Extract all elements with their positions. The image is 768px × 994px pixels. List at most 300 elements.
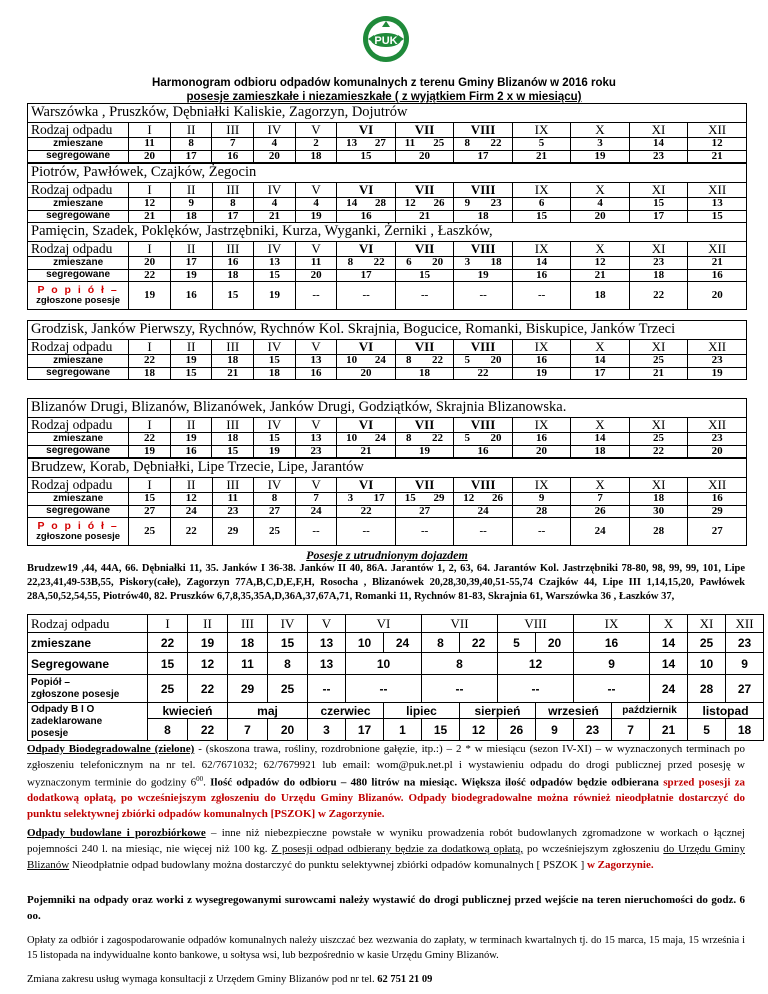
row-label-ash: Popiół – (31, 677, 70, 688)
month-header: VII (395, 122, 453, 137)
day-cell: 25 (254, 518, 296, 546)
bio-day: 21 (650, 719, 688, 741)
bio-month: czerwiec (308, 703, 384, 719)
day-cell: 19 (688, 367, 747, 380)
day-cell: 15 (629, 198, 688, 211)
day-cell: 17 (170, 257, 212, 270)
row-label-bio-3: posesje (31, 727, 69, 739)
day-cell: 21 (212, 367, 254, 380)
day-cell: 18 (395, 367, 453, 380)
month-header: XI (629, 122, 687, 137)
day-cell: 13 (254, 257, 296, 270)
month-header: V (295, 417, 337, 432)
month-header: II (170, 339, 212, 354)
day-cell: 21 (571, 269, 630, 282)
bio-day: 26 (498, 719, 536, 741)
day-cell: -- (454, 282, 513, 310)
schedule-section-5 (27, 398, 747, 458)
day-cell: 8 (170, 138, 212, 151)
day-cell: 22 (188, 675, 228, 703)
bio-day: 8 (148, 719, 188, 741)
day: 27 (374, 137, 386, 150)
day-cell: 13 (688, 198, 747, 211)
day-cell: 18 (170, 210, 212, 223)
month-header: II (170, 122, 212, 137)
day-cell: -- (337, 282, 396, 310)
paragraph-containers: Pojemniki na odpady oraz worki z wysegregowanymi surowcami należy wystawić do drogi publicznej przed wejście na teren nieruchomości do godz. 6 oo. (27, 894, 745, 922)
day-cell: 19 (129, 282, 171, 310)
day-cell: 23 (629, 150, 687, 163)
day-cell: 29 (212, 518, 254, 546)
day-cell: 13 (295, 355, 337, 368)
month-header: III (212, 182, 254, 197)
day-cell: 20 (395, 150, 453, 163)
day-cell: 4 (295, 198, 337, 211)
day-cell: 4 (571, 198, 630, 211)
svg-text:PUK: PUK (374, 35, 398, 47)
day-cell: 21 (629, 367, 687, 380)
month-header: VIII (454, 477, 513, 492)
month-header: XII (688, 182, 747, 197)
day-cell: -- (295, 518, 337, 546)
month-header: IV (254, 417, 296, 432)
month-header: II (170, 417, 212, 432)
day: 20 (490, 432, 502, 445)
month-header: XI (629, 417, 687, 432)
day-cell: 19 (395, 445, 453, 458)
day: 10 (346, 354, 358, 367)
row-label-segregated: Segregowane (28, 653, 148, 675)
day-cell: 15 (395, 269, 454, 282)
month-header: X (571, 122, 629, 137)
day-cell: 21 (395, 210, 454, 223)
month-header: XI (629, 339, 687, 354)
day-cell: 29 (228, 675, 268, 703)
month-header: VII (395, 477, 454, 492)
day: 12 (404, 197, 416, 210)
month-header: IV (254, 241, 296, 256)
day-cell: 15 (129, 493, 171, 506)
day-cell: 25 (268, 675, 308, 703)
day: 13 (346, 137, 358, 150)
schedule-section-2 (27, 163, 747, 223)
day-cell: 8 (422, 653, 498, 675)
day-cell: 25 (129, 518, 171, 546)
day-cell: 20 (571, 210, 630, 223)
day: 15 (404, 492, 416, 505)
bio-month: maj (228, 703, 308, 719)
bio-day: 5 (688, 719, 726, 741)
day-cell: 22 (129, 355, 171, 368)
day-cell: 15 (512, 210, 571, 223)
row-label-ash: P o p i ó ł – (37, 520, 119, 533)
day-cell: 20 (129, 150, 171, 163)
day-cell: 3 (571, 138, 629, 151)
month-header: VIII (454, 241, 513, 256)
day-cell: 15 (170, 367, 212, 380)
month-header: X (571, 417, 629, 432)
day-cell: 18 (629, 493, 688, 506)
day-cell: 16 (337, 210, 396, 223)
month-header: I (129, 241, 171, 256)
day-cell: 15 (148, 653, 188, 675)
bio-month: sierpień (460, 703, 536, 719)
month-header: V (295, 477, 337, 492)
day-cell: 21 (688, 257, 747, 270)
day-cell: 16 (212, 150, 254, 163)
day-cell: 14 (650, 653, 688, 675)
day-cell: 18 (228, 633, 268, 653)
month-header: I (129, 339, 171, 354)
month-header: II (170, 477, 212, 492)
header-label: Rodzaj odpadu (28, 122, 129, 137)
paragraph-construction: Odpady budowlane i porozbiórkowe – inne niż niebezpieczne powstałe w wyniku prowadzenia robót budowlanych zgromadzone w workach o łącznej pojemności 240 l. na miesiąc, nie więcej niż 100 kg. Z posesji odpad odbierany będzie za dodatkową opłatą, po wcześniejszym zgłoszeniu do Urzędu Gminy Blizanów Nieodpłatnie odpad budowlany można dostarczyć do punktu selektywnej zbiórki odpadów komunalnych [ PSZOK ] w Zagorzynie. (27, 827, 745, 871)
row-label-segregated: segregowane (28, 269, 129, 282)
bio-month: listopad (688, 703, 764, 719)
day-cell: 9 (512, 493, 571, 506)
day-cell: 28 (629, 518, 688, 546)
row-label-mixed: zmieszane (28, 138, 129, 151)
month-header: I (148, 615, 188, 633)
day-cell: 18 (212, 269, 254, 282)
day: 8 (347, 256, 354, 269)
day-cell: 24 (650, 675, 688, 703)
day-cell: 19 (129, 445, 171, 458)
month-header: I (129, 122, 171, 137)
day: 11 (404, 137, 416, 150)
row-label-ash: P o p i ó ł – (37, 284, 119, 297)
day-cell: 8 (422, 633, 460, 653)
day-cell: 18 (212, 355, 254, 368)
day-cell: 17 (337, 269, 396, 282)
day-cell: 13 (295, 433, 337, 446)
month-header: IV (254, 339, 296, 354)
day-cell: 20 (254, 150, 296, 163)
month-header: X (650, 615, 688, 633)
day-cell: 13 (308, 633, 346, 653)
day: 23 (490, 197, 502, 210)
day-cell: 23 (212, 505, 254, 518)
schedule-section-6 (27, 458, 747, 546)
row-label-segregated: segregowane (28, 210, 129, 223)
month-header: IV (254, 122, 296, 137)
day: 24 (374, 432, 386, 445)
bio-day: 17 (346, 719, 384, 741)
bio-day: 22 (188, 719, 228, 741)
day-cell: 28 (512, 505, 571, 518)
schedule-section-4 (27, 320, 747, 380)
row-label-mixed: zmieszane (28, 198, 129, 211)
day-cell: 24 (384, 633, 422, 653)
day-cell: 23 (688, 433, 747, 446)
day-cell: 9 (726, 653, 764, 675)
day-cell: 19 (295, 210, 337, 223)
month-header: XII (688, 477, 747, 492)
day-cell: 9 (574, 653, 650, 675)
day-cell: 20 (512, 445, 570, 458)
day-cell: 26 (571, 505, 630, 518)
day-cell: 12 (188, 653, 228, 675)
header-label: Rodzaj odpadu (28, 615, 148, 633)
day: 22 (431, 432, 443, 445)
difficult-access-table (27, 614, 764, 741)
day: 14 (346, 197, 358, 210)
month-header: V (308, 615, 346, 633)
day-cell: 12 (129, 198, 171, 211)
day-cell: 21 (688, 150, 747, 163)
month-header: I (129, 417, 171, 432)
row-label-mixed: zmieszane (28, 257, 129, 270)
day-cell: 18 (629, 269, 688, 282)
month-header: IX (574, 615, 650, 633)
month-header: III (212, 417, 254, 432)
month-header: IX (512, 417, 570, 432)
day-cell: 16 (212, 257, 254, 270)
month-header: XI (629, 241, 688, 256)
day-cell: 15 (337, 150, 395, 163)
puk-logo (361, 14, 411, 64)
day-cell: 16 (512, 433, 570, 446)
page-title: Harmonogram odbioru odpadów komunalnych z terenu Gminy Blizanów w 2016 roku (152, 77, 616, 89)
month-header: I (129, 477, 171, 492)
day-cell: 25 (629, 433, 687, 446)
day-cell: -- (574, 675, 650, 703)
month-header: I (129, 182, 171, 197)
day-cell: 27 (395, 505, 454, 518)
month-header: IX (512, 122, 570, 137)
month-header: XII (688, 417, 747, 432)
day: 25 (433, 137, 445, 150)
day-cell: 27 (129, 505, 171, 518)
day: 8 (406, 354, 412, 367)
day-cell: 22 (148, 633, 188, 653)
section-title: Brudzew, Korab, Dębniałki, Lipe Trzecie, Lipe, Jarantów (28, 459, 747, 478)
day: 8 (406, 432, 412, 445)
day-cell: 15 (268, 633, 308, 653)
bio-month: lipiec (384, 703, 460, 719)
month-header: II (170, 182, 212, 197)
month-header: III (212, 339, 254, 354)
month-header: IX (512, 339, 570, 354)
day: 28 (375, 197, 386, 210)
bio-day: 3 (308, 719, 346, 741)
month-header: IV (254, 477, 296, 492)
month-header: VIII (454, 417, 512, 432)
day-cell: 6 (512, 198, 571, 211)
month-header: X (571, 477, 630, 492)
day-cell: 28 (688, 675, 726, 703)
day-cell: 8 (268, 653, 308, 675)
day-cell: 22 (460, 633, 498, 653)
day-cell: 17 (170, 150, 212, 163)
month-header: XII (726, 615, 764, 633)
day-cell: 2 (295, 138, 337, 151)
day-cell: 27 (726, 675, 764, 703)
month-header: IV (268, 615, 308, 633)
header-label: Rodzaj odpadu (28, 477, 129, 492)
month-header: VI (337, 417, 395, 432)
day-cell: 22 (170, 518, 212, 546)
month-header: VII (395, 241, 454, 256)
day-cell: 23 (726, 633, 764, 653)
day-cell: 19 (170, 355, 212, 368)
month-header: V (295, 339, 337, 354)
day-cell: 19 (512, 367, 570, 380)
day: 5 (464, 354, 470, 367)
day-cell: 18 (212, 433, 254, 446)
day-cell: 5 (512, 138, 570, 151)
month-header: X (571, 241, 630, 256)
day-cell: 20 (295, 269, 337, 282)
day-cell: 18 (571, 282, 630, 310)
day-cell: 17 (629, 210, 688, 223)
day-cell: 4 (254, 138, 296, 151)
bio-day: 23 (574, 719, 612, 741)
day-cell: 17 (454, 150, 512, 163)
header-label: Rodzaj odpadu (28, 339, 129, 354)
day-cell: 8 (254, 493, 296, 506)
day-cell: 19 (170, 269, 212, 282)
day-cell: 18 (295, 150, 337, 163)
day-cell: -- (337, 518, 396, 546)
day: 9 (464, 197, 471, 210)
section-title: Pamięcin, Szadek, Poklęków, Jastrzębniki, Kurza, Wyganki, Żerniki , Łaszków, (28, 223, 747, 242)
day-cell: 20 (536, 633, 574, 653)
day-cell: 19 (188, 633, 228, 653)
month-header: VI (337, 122, 395, 137)
day: 12 (463, 492, 475, 505)
header-label: Rodzaj odpadu (28, 241, 129, 256)
day-cell: 16 (688, 269, 747, 282)
day: 26 (433, 197, 445, 210)
day-cell: 22 (454, 367, 512, 380)
day: 22 (490, 137, 502, 150)
day-cell: 16 (295, 367, 337, 380)
day-cell: 16 (170, 445, 212, 458)
month-header: IX (512, 477, 571, 492)
day-cell: 22 (629, 282, 688, 310)
day-cell: 22 (629, 445, 687, 458)
day-cell: 15 (212, 445, 254, 458)
day: 3 (464, 256, 471, 269)
day-cell: -- (454, 518, 513, 546)
day-cell: 27 (688, 518, 747, 546)
day-cell: 13 (308, 653, 346, 675)
day-cell: 12 (571, 257, 630, 270)
day-cell: 8 (212, 198, 254, 211)
day-cell: 17 (571, 367, 629, 380)
day-cell: 29 (688, 505, 747, 518)
day-cell: 16 (574, 633, 650, 653)
day-cell: 24 (571, 518, 630, 546)
month-header: IX (512, 241, 571, 256)
day-cell: -- (295, 282, 337, 310)
row-label-segregated: segregowane (28, 445, 129, 458)
difficult-access-addresses: Brudzew19 ,44, 44A, 66. Dębniałki 11, 35. Janków I 36-38. Janków II 40, 86A. Jarantów 1, 2, 63, 64. Jarantów Kol. Jastrzębniki 78-80, 98, 99, 99, 101, Lipe 22,23,41,49-53B,55, Piskory(całe), Zagorzyn 77A,B,C,D,E,F,H, Rosocha , Blizanówek 20,28,30,39,40,51-55,74 Czajków 44, Lipe III 1,14,15,20, Pawłówek 28A,50,52,54,55, Piotrów40, 82. Pruszków 6,7,8,35,35A,D,36A,37,67A,71, Romanki 11, Rychnów 81-83, Skrajnia 61, Warszówka 36 , Łaszków 37, (27, 563, 745, 603)
bio-day: 7 (612, 719, 650, 741)
difficult-access-heading: Posesje z utrudnionym dojazdem (306, 548, 468, 562)
paragraph-biodegradable: Odpady Biodegradowalne (zielone) - (skoszona trawa, rośliny, rozdrobnione gałęzie, itp.:) – 2 * w miesiącu (sezon IV-XI) – w wyznaczonych terminach po zgłoszeniu telefonicznym na nr tel. 62/7671032; 62/7679921 lub email: wom@puk.net.pl i wystawieniu odpadu do drogi publicznej przed posesję w wyznaczonym terminie do godziny $6^{00}$. Ilość odpadów do odbioru – 480 litrów na miesiąc. Większa ilość odpadów będzie odbierana sprzed posesji za dodatkową opłatą, po wcześniejszym zgłoszeniu do Urzędu Gminy Blizanów. Odpady biodegradowalne można również nieodpłatnie dostarczyć do punktu selektywnej zbiórki odpadów komunalnych [PSZOK] w Zagorzynie. (27, 743, 746, 821)
bio-day: 15 (422, 719, 460, 741)
bio-day: 1 (384, 719, 422, 741)
bio-month: październik (612, 703, 688, 719)
day-cell: 18 (454, 210, 513, 223)
day-cell: 5 (498, 633, 536, 653)
day-cell: 11 (295, 257, 337, 270)
month-header: VII (422, 615, 498, 633)
header-label: Rodzaj odpadu (28, 182, 129, 197)
day-cell: 25 (629, 355, 687, 368)
day-cell: 15 (254, 433, 296, 446)
day-cell: -- (308, 675, 346, 703)
section-title: Blizanów Drugi, Blizanów, Blizanówek, Janków Drugi, Godziątków, Skrajnia Blizanowska. (28, 399, 747, 418)
day-cell: 27 (254, 505, 296, 518)
day-cell: 22 (129, 269, 171, 282)
page-subtitle: posesje zamieszkałe i niezamieszkałe ( z wyjątkiem Firm 2 x w miesiącu) (186, 91, 582, 103)
row-label-segregated: segregowane (28, 150, 129, 163)
day-cell: 10 (346, 653, 422, 675)
bio-day: 7 (228, 719, 268, 741)
bio-month: wrzesień (536, 703, 612, 719)
day-cell: 11 (212, 493, 254, 506)
day-cell: 21 (512, 150, 570, 163)
row-label-ash-note: zgłoszone posesje (31, 688, 120, 700)
day-cell: 16 (454, 445, 512, 458)
day: 22 (373, 256, 385, 269)
day-cell: 18 (254, 367, 296, 380)
day-cell: 20 (129, 257, 171, 270)
bio-day: 12 (460, 719, 498, 741)
day-cell: 24 (170, 505, 212, 518)
day-cell: 15 (688, 210, 747, 223)
day-cell: 25 (148, 675, 188, 703)
month-header: III (212, 122, 254, 137)
month-header: VI (337, 241, 396, 256)
bio-day: 9 (536, 719, 574, 741)
month-header: VI (346, 615, 422, 633)
day-cell: -- (395, 282, 454, 310)
day-cell: 23 (295, 445, 337, 458)
day-cell: 10 (688, 653, 726, 675)
section-title: Warszówka , Pruszków, Dębniałki Kaliskie, Zagorzyn, Dojutrów (28, 104, 747, 123)
day: 18 (490, 256, 502, 269)
day-cell: 24 (454, 505, 513, 518)
day-cell: 20 (337, 367, 395, 380)
month-header: VIII (454, 182, 513, 197)
day: 26 (492, 492, 503, 505)
month-header: V (295, 241, 337, 256)
row-label-mixed: zmieszane (28, 633, 148, 653)
month-header: II (188, 615, 228, 633)
day-cell: 18 (571, 445, 629, 458)
row-label-mixed: zmieszane (28, 355, 129, 368)
day-cell: 18 (129, 367, 171, 380)
month-header: VI (337, 182, 396, 197)
month-header: III (228, 615, 268, 633)
paragraph-fees: Opłaty za odbiór i zagospodarowanie odpadów komunalnych należy uiszczać bez wezwania do zapłaty, w terminach kwartalnych tj. do 15 marca, 15 maja, 15 września i 15 listopada na indywidualne konto bankowe, u sołtysa wsi, lub bezpośrednio w kasie Urzędu Gminy Blizanów. (27, 935, 745, 962)
day-cell: 19 (170, 433, 212, 446)
day-cell: 19 (254, 445, 296, 458)
day-cell: 22 (129, 433, 171, 446)
day-cell: 12 (170, 493, 212, 506)
day-cell: 21 (129, 210, 171, 223)
day-cell: 9 (170, 198, 212, 211)
day-cell: 23 (629, 257, 688, 270)
day-cell: 14 (629, 138, 687, 151)
day-cell: 20 (688, 282, 747, 310)
day: 29 (433, 492, 445, 505)
day-cell: -- (512, 282, 571, 310)
